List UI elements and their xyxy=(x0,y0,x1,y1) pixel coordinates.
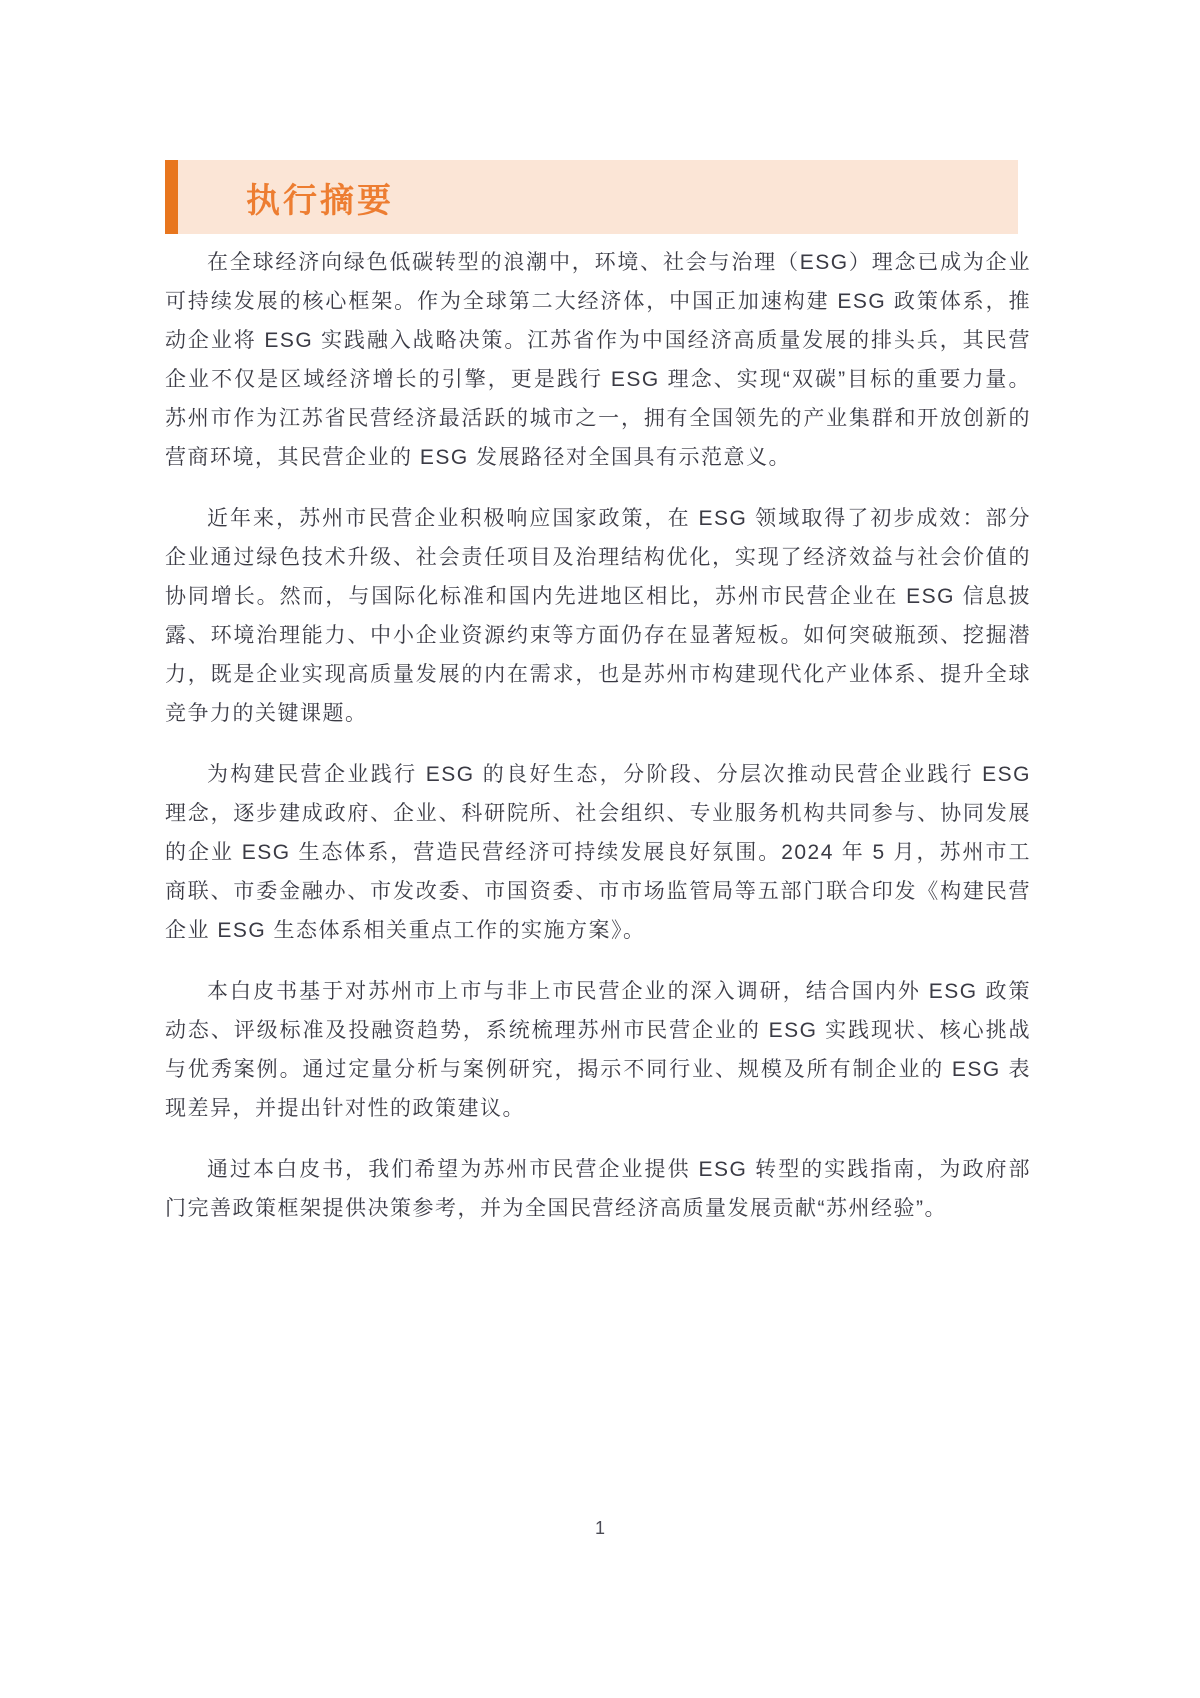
paragraph-global-esg-context: 在全球经济向绿色低碳转型的浪潮中，环境、社会与治理（ESG）理念已成为企业可持续发展的核心框架。作为全球第二大经济体，中国正加速构建 ESG 政策体系，推动企业将 ESG 实践融入战略决策。江苏省作为中国经济高质量发展的排头兵，其民营企业不仅是区域经济增长的引擎，更是践行 ESG 理念、实现“双碳”目标的重要力量。苏州市作为江苏省民营经济最活跃的城市之一，拥有全国领先的产业集群和开放创新的营商环境，其民营企业的 ESG 发展路径对全国具有示范意义。 xyxy=(165,251,1031,469)
page-title: 执行摘要 xyxy=(246,181,394,220)
executive-summary-body xyxy=(165,243,1031,1250)
paragraph-whitepaper-methodology: 本白皮书基于对苏州市上市与非上市民营企业的深入调研，结合国内外 ESG 政策动态、评级标准及投融资趋势，系统梳理苏州市民营企业的 ESG 实践现状、核心挑战与优秀案例。通过定量分析与案例研究，揭示不同行业、规模及所有制企业的 ESG 表现差异，并提出针对性的政策建议。 xyxy=(165,980,1031,1120)
section-header-banner xyxy=(165,160,1018,234)
page-number: 1 xyxy=(594,1518,605,1538)
paragraph-whitepaper-purpose: 通过本白皮书，我们希望为苏州市民营企业提供 ESG 转型的实践指南，为政府部门完善政策框架提供决策参考，并为全国民营经济高质量发展贡献“苏州经验”。 xyxy=(165,1158,1031,1220)
paragraph-suzhou-progress-challenges: 近年来，苏州市民营企业积极响应国家政策，在 ESG 领域取得了初步成效：部分企业通过绿色技术升级、社会责任项目及治理结构优化，实现了经济效益与社会价值的协同增长。然而，与国际化标准和国内先进地区相比，苏州市民营企业在 ESG 信息披露、环境治理能力、中小企业资源约束等方面仍存在显著短板。如何突破瓶颈、挖掘潜力，既是企业实现高质量发展的内在需求，也是苏州市构建现代化产业体系、提升全球竞争力的关键课题。 xyxy=(165,507,1031,725)
paragraph-esg-ecosystem-policy: 为构建民营企业践行 ESG 的良好生态，分阶段、分层次推动民营企业践行 ESG 理念，逐步建成政府、企业、科研院所、社会组织、专业服务机构共同参与、协同发展的企业 ESG 生态体系，营造民营经济可持续发展良好氛围。2024 年 5 月，苏州市工商联、市委金融办、市发改委、市国资委、市市场监管局等五部门联合印发《构建民营企业 ESG 生态体系相关重点工作的实施方案》。 xyxy=(165,763,1031,942)
